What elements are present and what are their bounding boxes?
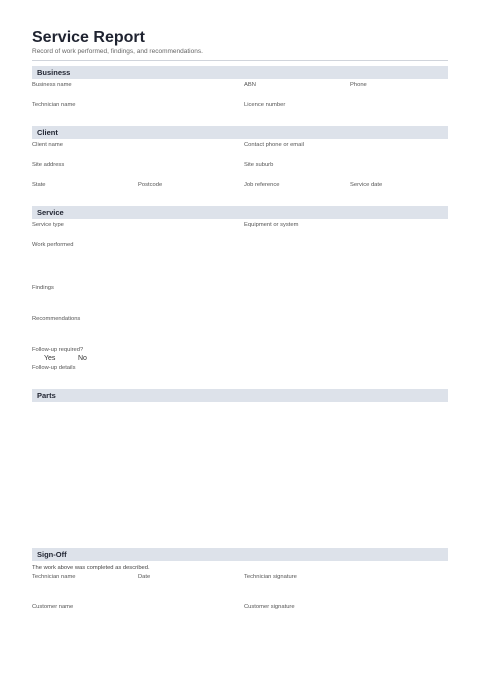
section-service-heading: Service (37, 208, 64, 217)
signoff-date-field[interactable] (138, 582, 233, 591)
technician-name-label: Technician name (32, 102, 76, 108)
service-type-field[interactable] (32, 230, 232, 239)
section-signoff-heading: Sign-Off (37, 550, 67, 559)
technician-signature-field[interactable] (244, 582, 448, 600)
phone-label: Phone (350, 82, 367, 88)
recommendations-label: Recommendations (32, 316, 81, 322)
client-name-field[interactable] (32, 150, 232, 159)
findings-label: Findings (32, 285, 54, 291)
licence-number-field[interactable] (244, 110, 448, 119)
state-label: State (32, 182, 46, 188)
site-suburb-label: Site suburb (244, 162, 274, 168)
client-name-label: Client name (32, 142, 63, 148)
follow-up-details-label: Follow-up details (32, 365, 76, 371)
follow-up-no-checkbox[interactable] (69, 356, 75, 362)
page-title: Service Report (32, 29, 145, 46)
phone-field[interactable] (350, 90, 448, 99)
abn-field[interactable] (244, 90, 339, 99)
postcode-label: Postcode (138, 182, 163, 188)
customer-signature-label: Customer signature (244, 604, 295, 610)
work-performed-label: Work performed (32, 242, 74, 248)
title-divider (32, 60, 448, 61)
site-suburb-field[interactable] (244, 170, 448, 179)
contact-field[interactable] (244, 150, 448, 159)
job-reference-label: Job reference (244, 182, 280, 188)
follow-up-no-option[interactable] (69, 355, 87, 362)
section-parts-heading: Parts (37, 391, 56, 400)
section-service (32, 206, 448, 219)
follow-up-yes-label: Yes (44, 355, 56, 362)
follow-up-details-field[interactable] (32, 373, 448, 385)
signoff-date-label: Date (138, 574, 151, 580)
site-address-field[interactable] (32, 170, 232, 179)
service-date-field[interactable] (350, 190, 448, 199)
follow-up-yes-option[interactable] (35, 355, 55, 362)
follow-up-required-label: Follow-up required? (32, 347, 84, 353)
job-reference-field[interactable] (244, 190, 339, 199)
section-client-heading: Client (37, 128, 58, 137)
service-date-label: Service date (350, 182, 383, 188)
customer-name-field[interactable] (32, 612, 232, 621)
section-signoff (32, 548, 448, 561)
follow-up-no-label: No (78, 355, 87, 362)
work-performed-field[interactable] (32, 250, 448, 280)
signoff-statement: The work above was completed as described. (32, 565, 150, 571)
business-name-field[interactable] (32, 90, 232, 99)
customer-name-label: Customer name (32, 604, 74, 610)
abn-label: ABN (244, 82, 256, 88)
service-type-label: Service type (32, 222, 64, 228)
equipment-label: Equipment or system (244, 222, 299, 228)
section-business (32, 66, 448, 79)
section-client (32, 126, 448, 139)
page-subtitle: Record of work performed, findings, and recommendations. (32, 48, 203, 55)
parts-table-area[interactable] (32, 404, 448, 542)
recommendations-field[interactable] (32, 324, 448, 344)
contact-label: Contact phone or email (244, 142, 304, 148)
section-business-heading: Business (37, 68, 71, 77)
licence-number-label: Licence number (244, 102, 286, 108)
findings-field[interactable] (32, 293, 448, 313)
equipment-field[interactable] (244, 230, 448, 239)
signoff-technician-name-label: Technician name (32, 574, 76, 580)
site-address-label: Site address (32, 162, 65, 168)
section-parts (32, 389, 448, 402)
state-field[interactable] (32, 190, 127, 199)
signoff-technician-name-field[interactable] (32, 582, 127, 591)
technician-signature-label: Technician signature (244, 574, 297, 580)
business-name-label: Business name (32, 82, 72, 88)
technician-name-field[interactable] (32, 110, 232, 119)
postcode-field[interactable] (138, 190, 233, 199)
follow-up-yes-checkbox[interactable] (35, 356, 41, 362)
customer-signature-field[interactable] (244, 612, 448, 630)
